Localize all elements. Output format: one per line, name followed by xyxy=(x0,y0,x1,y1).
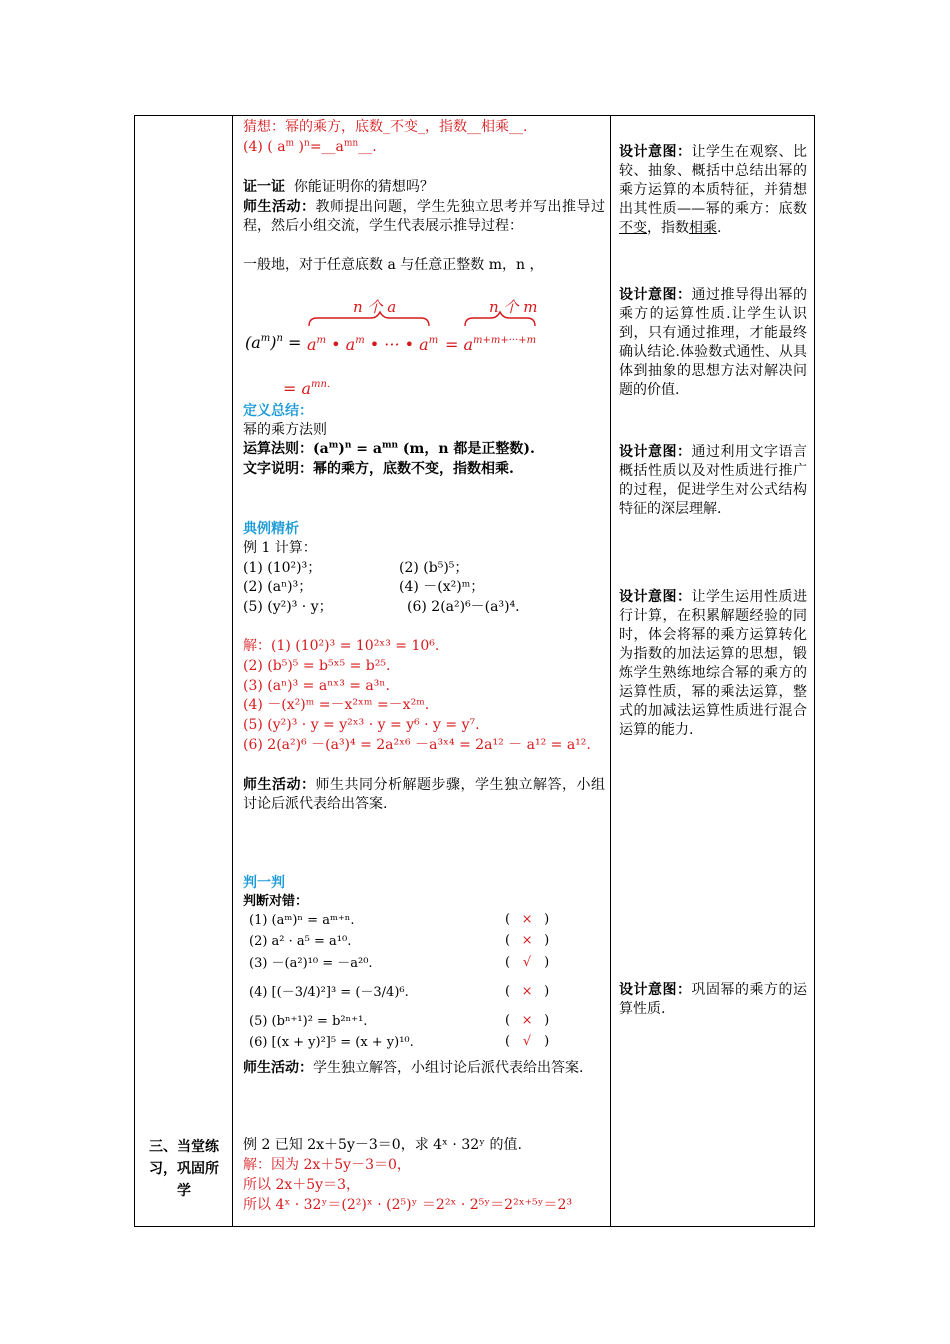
judge-subtitle: 判断对错： xyxy=(243,894,309,909)
solution-line: (4) －(x²)ᵐ =－x²ˣᵐ =－x²ᵐ. xyxy=(243,697,430,713)
design-notes-column xyxy=(619,116,809,1226)
judge-activity: 师生活动：学生独立解答，小组讨论后派代表给出答案. xyxy=(243,1060,584,1076)
problem-row: (2) (b⁵)⁵； xyxy=(399,560,469,576)
solution-line: (2) (b⁵)⁵ = b⁵ˣ⁵ = b²⁵. xyxy=(243,658,391,674)
prove-activity: 师生活动：教师提出问题，学生先独立思考并写出推导过程，然后小组交流，学生代表展示推导过程： xyxy=(243,199,605,234)
proof-formula xyxy=(243,296,605,401)
section-label: 三、当堂练习，巩固所学 xyxy=(149,1139,219,1199)
problem-row: (4) －(x²)ᵐ； xyxy=(399,579,485,595)
judge-item: (6) [(x + y)²]⁵ = (x + y)¹⁰. xyxy=(249,1035,414,1050)
design-note: 设计意图：让学生在观察、比较、抽象、概括中总结出幂的乘方运算的本质特征，并猜想出其性质——幂的乘方：底数不变，指数相乘. xyxy=(619,144,807,236)
judge-mark: ( × ) xyxy=(505,1013,550,1028)
svg-text:am • am • ··· • am: $a^m$ • $a^m$ • ··· • $a^m$ xyxy=(307,335,439,354)
example2-solution: 解：因为 2x＋5y－3＝0， xyxy=(243,1157,411,1173)
svg-text:(am)n =: $(a^m)^n$ = xyxy=(245,333,302,352)
examples-activity: 师生活动：师生共同分析解题步骤，学生独立解答，小组讨论后派代表给出答案. xyxy=(243,777,605,812)
column-divider xyxy=(610,116,611,1226)
judge-mark: ( × ) xyxy=(505,984,550,999)
svg-text:= amn.: = $a^{mn.}$ xyxy=(283,379,331,398)
problem-row: (1) (10²)³； xyxy=(243,560,322,576)
example2-solution: 所以 2x＋5y＝3， xyxy=(243,1177,360,1193)
design-note: 设计意图：通过利用文字语言概括性质以及对性质进行推广的过程，促进学生对公式结构特征的深层理解. xyxy=(619,444,807,517)
rule-text: 文字说明：幂的乘方，底数不变，指数相乘. xyxy=(243,461,514,477)
judge-mark: ( × ) xyxy=(505,912,550,927)
proof-result: = a xyxy=(283,379,312,398)
solution-line: (3) (aⁿ)³ = aⁿˣ³ = a³ⁿ. xyxy=(243,678,390,694)
solution-line: (6) 2(a²)⁶ －(a³)⁴ = 2a²ˣ⁶ －a³ˣ⁴ = 2a¹² － a¹² = a¹². xyxy=(243,737,591,753)
examples-title: 典例精析 xyxy=(243,521,299,537)
item-4: (4) ( $a^m$ )$^n=\_\_a^{mn}\_\_$. xyxy=(243,138,377,155)
n-times-a-label: n 个 a xyxy=(353,298,397,316)
prove-heading: 证一证 你能证明你的猜想吗？ xyxy=(243,179,434,195)
rule-formula: 运算法则：$(a^m)^n = a^{mn}$ (m，n 都是正整数). xyxy=(243,440,535,457)
design-note: 设计意图：巩固幂的乘方的运算性质. xyxy=(619,982,807,1017)
design-note: 设计意图：通过推导得出幂的乘方的运算性质.让学生认识到，只有通过推理，才能最终确认结论.体验数式通性、从具体到抽象的思想方法对解决问题的价值. xyxy=(619,287,807,398)
example2: 例 2 已知 2x＋5y－3＝0，求 4ˣ · 32ʸ 的值. xyxy=(243,1137,522,1153)
general-statement: 一般地，对于任意底数 a 与任意正整数 m，n ， xyxy=(243,257,544,273)
judge-title: 判一判 xyxy=(243,875,285,891)
judge-item: (2) a² · a⁵ = a¹⁰. xyxy=(249,934,352,949)
example2-solution: 所以 4ˣ · 32ʸ＝(2²)ˣ · (2⁵)ʸ ＝2²ˣ · 2⁵ʸ＝2²ˣ⁺⁵ʸ＝2³ xyxy=(243,1197,573,1213)
lesson-table xyxy=(134,115,815,1227)
n-times-m-label: n 个 m xyxy=(489,298,538,316)
judge-item: (3) －(a²)¹⁰ = －a²⁰. xyxy=(249,956,373,971)
judge-item: (1) (aᵐ)ⁿ = aᵐ⁺ⁿ. xyxy=(249,913,355,928)
conjecture: 猜想：幂的乘方，底数_不变_，指数__相乘__. xyxy=(243,119,528,135)
solution-line: (5) (y²)³ · y = y²ˣ³ · y = y⁶ · y = y⁷. xyxy=(243,717,480,733)
problem-row: (6) 2(a²)⁶－(a³)⁴. xyxy=(407,599,520,615)
judge-mark: ( √ ) xyxy=(505,1034,550,1049)
problem-row: (5) (y²)³ · y； xyxy=(243,599,333,615)
judge-mark: ( × ) xyxy=(505,933,550,948)
example1-intro: 例 1 计算： xyxy=(243,540,317,556)
solution-line: 解：(1) (10²)³ = 10²ˣ³ = 10⁶. xyxy=(243,638,440,654)
column-divider xyxy=(232,116,233,1226)
definition-title: 定义总结： xyxy=(243,403,313,419)
problem-row: (2) (aⁿ)³； xyxy=(243,579,313,595)
design-note: 设计意图：让学生运用性质进行计算，在积累解题经验的同时，体会将幂的乘方运算转化为指数的加法运算的思想，锻炼学生熟练地综合幂的乘方的运算性质，幂的乘法运算，整式的加减法运算性质进行混合运算的能力. xyxy=(619,589,807,738)
judge-item: (4) [(－3/4)²]³ = (－3/4)⁶. xyxy=(249,985,409,1000)
svg-text:= am+m+···+m: = $a^{m+m+\cdot\cdot\cdot+m}$ xyxy=(445,335,537,354)
rule-name: 幂的乘方法则 xyxy=(243,422,327,438)
judge-item: (5) (bⁿ⁺¹)² = b²ⁿ⁺¹. xyxy=(249,1014,368,1029)
proof-formula-graphic xyxy=(243,296,605,401)
judge-mark: ( √ ) xyxy=(505,955,550,970)
